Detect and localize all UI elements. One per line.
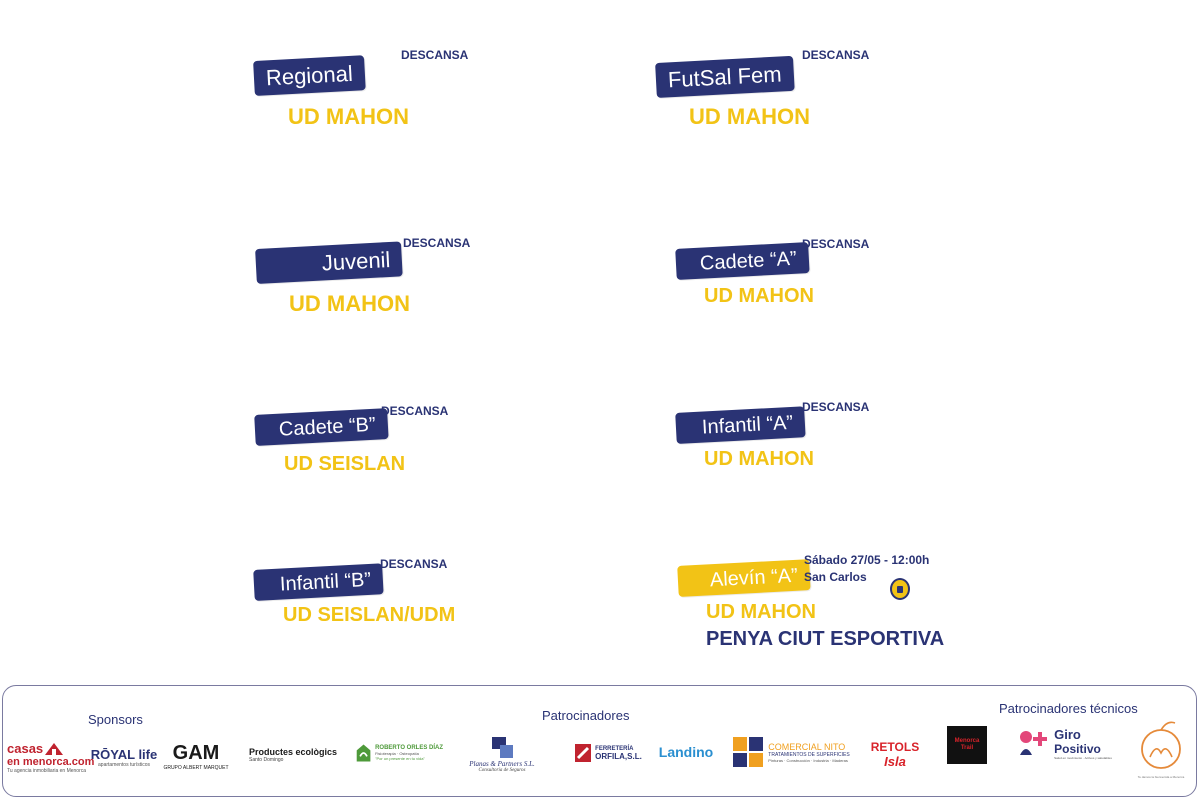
team-name: UD SEISLAN/UDM xyxy=(283,604,456,626)
logo-line2: Fisioterapia · Osteopatía xyxy=(375,751,419,756)
team-name: UD MAHON xyxy=(288,104,409,129)
logo-line2: Santo Domingo xyxy=(249,757,284,763)
home-team: UD MAHON xyxy=(706,601,816,623)
category-tag: Regional xyxy=(253,55,366,96)
club-crest-icon xyxy=(890,578,910,600)
ferreteria-orfila-logo[interactable] xyxy=(573,740,643,766)
category-tag: Cadete “B” xyxy=(254,408,388,446)
status-label: DESCANSA xyxy=(401,48,469,62)
logo-line2: Consultoría de Seguros xyxy=(478,767,526,773)
logo-line2: TRATAMIENTOS DE SUPERFICIES xyxy=(768,751,850,758)
patrocinadores-tecnicos-label: Patrocinadores técnicos xyxy=(999,701,1138,716)
match-datetime: Sábado 27/05 - 12:00h xyxy=(804,553,930,567)
logo-line3: "Por un presente en tu vida" xyxy=(375,756,425,761)
category-tag: Juvenil xyxy=(255,241,403,284)
logo-line3: Pinturas · Construcción · Industria · Maderas xyxy=(768,757,848,763)
logo-line1: GAM xyxy=(172,741,220,764)
logo-line1: Te damos la bienvenida a Menorca xyxy=(1137,775,1185,779)
leaf-house-icon xyxy=(355,741,372,765)
sponsors-label: Sponsors xyxy=(88,712,143,727)
status-label: DESCANSA xyxy=(403,236,471,250)
category-tag: FutSal Fem xyxy=(655,56,794,98)
planas-partners-logo[interactable] xyxy=(459,730,545,778)
logo-line1: casas xyxy=(7,741,44,756)
retols-isla-logo[interactable] xyxy=(861,738,929,770)
peach-logo[interactable] xyxy=(1133,704,1189,792)
team-name: UD MAHON xyxy=(704,285,814,307)
gam-logo[interactable] xyxy=(163,738,229,774)
status-label: DESCANSA xyxy=(802,48,870,62)
giro-symbol-icon xyxy=(1018,729,1052,757)
match-venue: San Carlos xyxy=(804,570,867,584)
logo-line1: Landino xyxy=(658,744,714,760)
squares-icon xyxy=(489,736,515,760)
logo-line2: GRUPO ALBERT MARQUET xyxy=(163,764,229,771)
team-name: UD MAHON xyxy=(689,104,810,129)
status-label: DESCANSA xyxy=(380,557,448,571)
comercial-nito-logo[interactable] xyxy=(729,734,853,770)
menorca-trail-logo[interactable] xyxy=(947,726,987,764)
logo-line2: apartamentos turísticos xyxy=(98,761,150,768)
logo-line1: FERRETERÍA xyxy=(595,745,634,752)
logo-line3: Salud en movimiento · Activos y saludables xyxy=(1054,755,1112,760)
productes-ecologics-logo[interactable] xyxy=(249,743,344,767)
logo-line3: Tu agencia inmobiliaria en Menorca xyxy=(7,768,87,774)
royal-life-logo[interactable] xyxy=(90,744,158,770)
team-name: UD MAHON xyxy=(289,291,410,316)
roberto-orles-diaz-logo[interactable] xyxy=(355,738,443,768)
hardware-icon xyxy=(574,743,592,763)
status-label: DESCANSA xyxy=(802,237,870,251)
status-label: DESCANSA xyxy=(381,404,449,418)
sponsors-panel xyxy=(2,685,1197,797)
landino-logo[interactable] xyxy=(655,740,717,764)
casas-en-menorca-logo[interactable] xyxy=(7,738,95,776)
category-tag: Infantil “A” xyxy=(675,406,806,444)
status-label: DESCANSA xyxy=(802,400,870,414)
logo-line2: en menorca.com xyxy=(7,756,95,768)
house-icon xyxy=(43,740,65,756)
logo-line1: RŌYAL life xyxy=(90,746,158,762)
category-tag: Infantil “B” xyxy=(253,563,384,601)
logo-line2: Positivo xyxy=(1054,741,1101,756)
logo-line1: COMERCIAL NITO xyxy=(768,741,846,752)
logo-line1: Giro xyxy=(1054,726,1081,742)
team-name: UD SEISLAN xyxy=(284,453,406,475)
category-tag: Cadete “A” xyxy=(675,242,809,280)
squares-grid-icon xyxy=(732,736,764,768)
logo-line2: ORFILA,S.L. xyxy=(595,751,642,761)
logo-line1: Productes ecològics xyxy=(249,747,338,757)
away-team: PENYA CIUT ESPORTIVA xyxy=(706,628,945,650)
logo-line1: Menorca Trail xyxy=(954,738,980,751)
logo-line1: ROBERTO ORLES DÍAZ xyxy=(375,745,443,751)
patrocinadores-label: Patrocinadores xyxy=(542,708,630,723)
peach-icon xyxy=(1139,717,1183,775)
logo-line2: Isla xyxy=(884,753,906,769)
team-name: UD MAHON xyxy=(704,448,814,470)
category-tag: Alevín “A” xyxy=(677,559,810,597)
logo-line1: RETOLS xyxy=(870,739,920,754)
logo-line1: Planas & Partners S.L. xyxy=(469,759,535,768)
giro-positivo-logo[interactable] xyxy=(1011,726,1119,760)
